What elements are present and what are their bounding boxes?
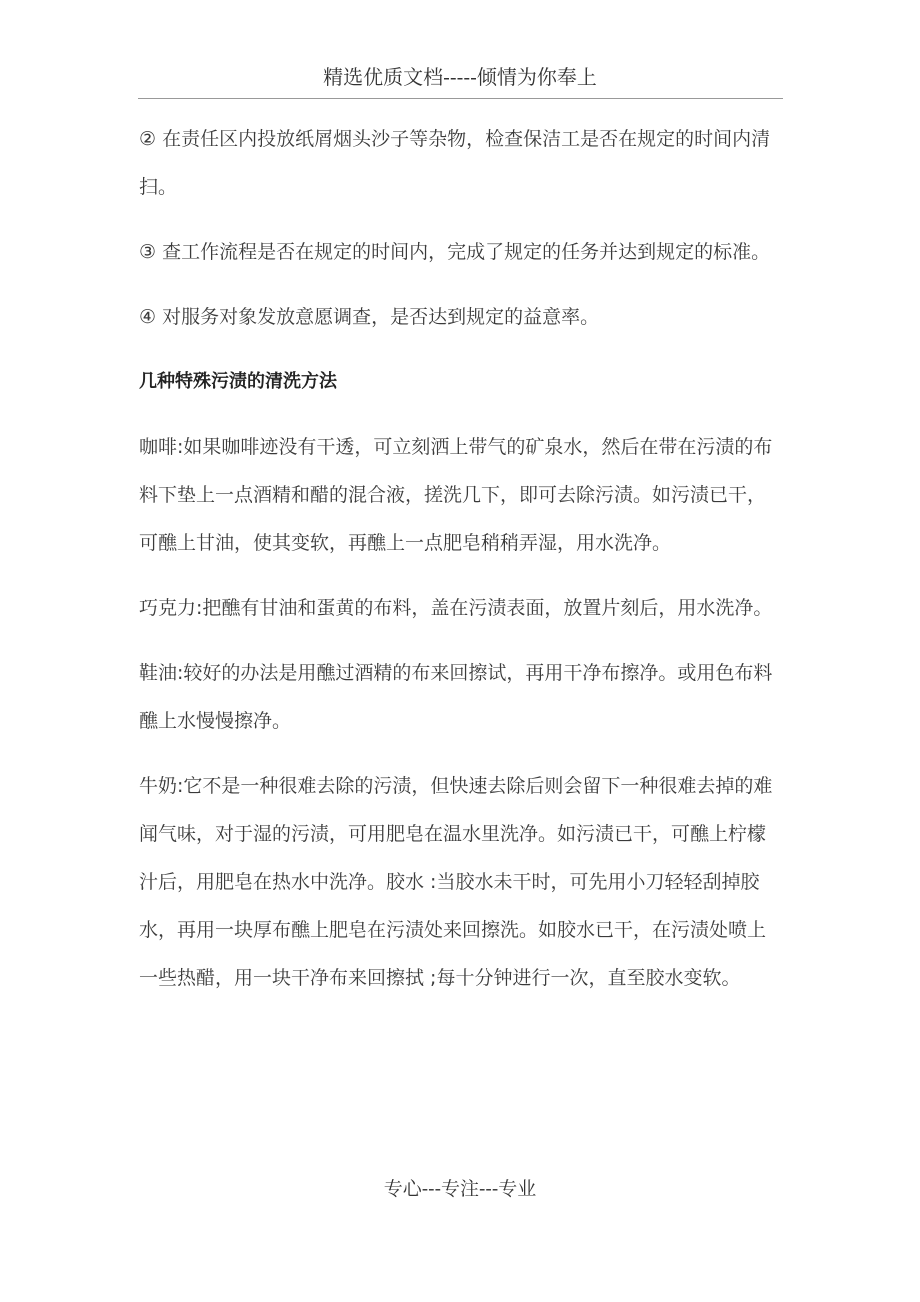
inspection-item-2: ② 在责任区内投放纸屑烟头沙子等杂物，检查保洁工是否在规定的时间内清扫。 — [139, 128, 771, 198]
method-milk-glue: 牛奶:它不是一种很难去除的污渍，但快速去除后则会留下一种很难去掉的难闻气味，对于湿的污渍，可用肥皂在温水里洗净。如污渍已干，可醮上柠檬汁后，用肥皂在热水中洗净。胶水 :当胶水未干时，可先用小刀轻轻刮掉胶水，再用一块厚布醮上肥皂在污渍处来回擦洗。如胶水已干，在污渍处喷上一些热醋，用一块干净布来回擦拭 ;每十分钟进行一次，直至胶水变软。 — [139, 775, 773, 989]
header-divider — [138, 98, 783, 99]
method-coffee: 咖啡:如果咖啡迹没有干透，可立刻洒上带气的矿泉水，然后在带在污渍的布料下垫上一点酒精和醋的混合液，搓洗几下，即可去除污渍。如污渍已干，可醮上甘油，使其变软，再醮上一点肥皂稍稍弄湿，用水洗净。 — [139, 436, 773, 554]
inspection-item-3: ③ 查工作流程是否在规定的时间内，完成了规定的任务并达到规定的标准。 — [139, 241, 771, 263]
section-heading: 几种特殊污渍的清洗方法 — [139, 371, 337, 392]
page-footer: 专心---专注---专业 — [383, 1178, 537, 1200]
method-chocolate: 巧克力:把醮有甘油和蛋黄的布料，盖在污渍表面，放置片刻后，用水洗净。 — [139, 597, 773, 619]
inspection-item-4: ④ 对服务对象发放意愿调查，是否达到规定的益意率。 — [139, 306, 600, 328]
page-header: 精选优质文档-----倾情为你奉上 — [323, 65, 597, 89]
document-body — [139, 115, 779, 1002]
method-shoe-polish: 鞋油:较好的办法是用醮过酒精的布来回擦试，再用干净布擦净。或用色布料醮上水慢慢擦净。 — [139, 662, 773, 732]
